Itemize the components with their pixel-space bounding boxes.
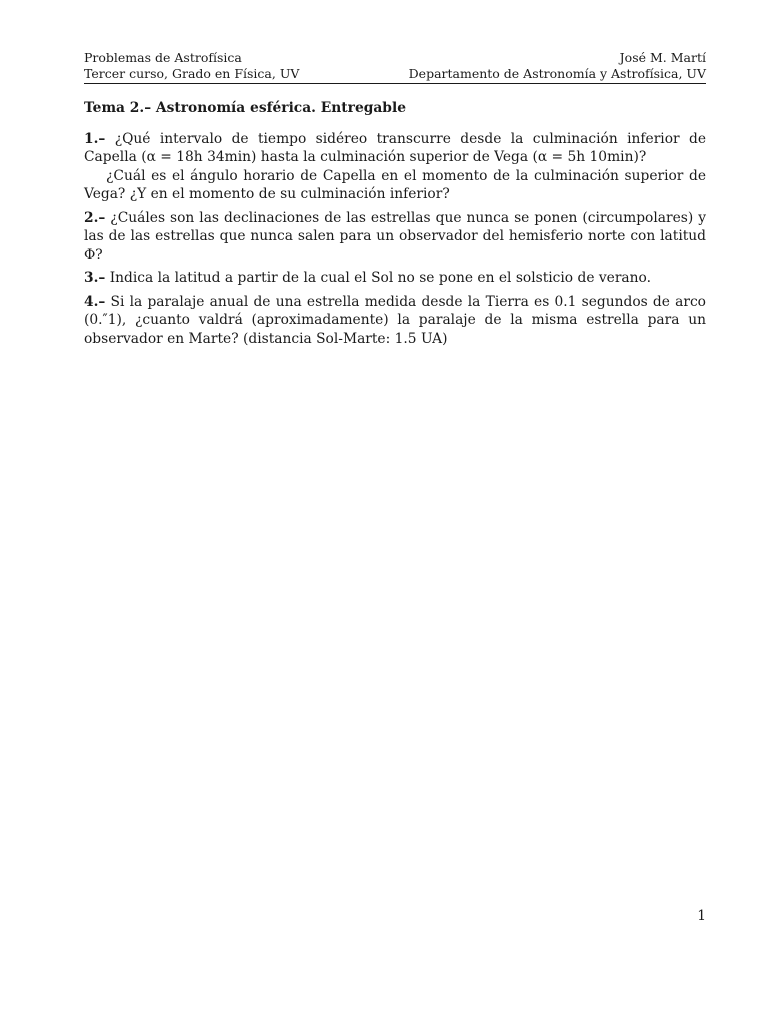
problem-text: Si la paralaje anual de una estrella medida desde la Tierra es 0.1 segundos de arco (0.″1), ¿cuanto valdrá (aproximadamente) la paralaje de la misma estrella para un observador en Marte? (distancia Sol-Marte: 1.5 UA)	[84, 293, 706, 347]
problem-2-statement	[84, 209, 706, 265]
problem-2	[84, 209, 706, 265]
page-content	[84, 99, 706, 353]
section-title: Tema 2.– Astronomía esférica. Entregable	[84, 100, 406, 116]
problem-1-followup: ¿Cuál es el ángulo horario de Capella en el momento de la culminación superior de Vega? ¿Y en el momento de su culminación inferior?	[84, 167, 706, 202]
problem-1	[84, 130, 706, 204]
problem-text: ¿Cuáles son las declinaciones de las estrellas que nunca se ponen (circumpolares) y las de las estrellas que nunca salen para un observador del hemisferio norte con latitud Φ?	[84, 209, 706, 263]
problem-number: 2.–	[84, 209, 106, 226]
author-name: José M. Martí	[619, 50, 706, 65]
problem-number: 4.–	[84, 293, 106, 310]
problem-3-statement	[84, 269, 706, 288]
problem-4-statement	[84, 293, 706, 349]
course-details: Tercer curso, Grado en Física, UV	[84, 66, 300, 81]
problem-3	[84, 269, 706, 288]
problem-number: 1.–	[84, 130, 106, 147]
problem-text: Indica la latitud a partir de la cual el Sol no se pone en el solsticio de verano.	[105, 270, 651, 286]
problem-4	[84, 293, 706, 349]
header-divider	[84, 83, 706, 84]
department-name: Departamento de Astronomía y Astrofísica, UV	[408, 66, 706, 81]
course-title: Problemas de Astrofísica	[84, 50, 242, 65]
problem-1-statement	[84, 130, 706, 167]
page-number: 1	[697, 908, 706, 924]
header-row-bottom	[84, 66, 706, 82]
header-row-top	[84, 50, 706, 66]
page-header	[84, 50, 706, 82]
problem-text: ¿Qué intervalo de tiempo sidéreo transcurre desde la culminación inferior de Capella (α = 18h 34min) hasta la culminación superior de Vega (α = 5h 10min)?	[84, 130, 706, 165]
problem-number: 3.–	[84, 270, 106, 286]
